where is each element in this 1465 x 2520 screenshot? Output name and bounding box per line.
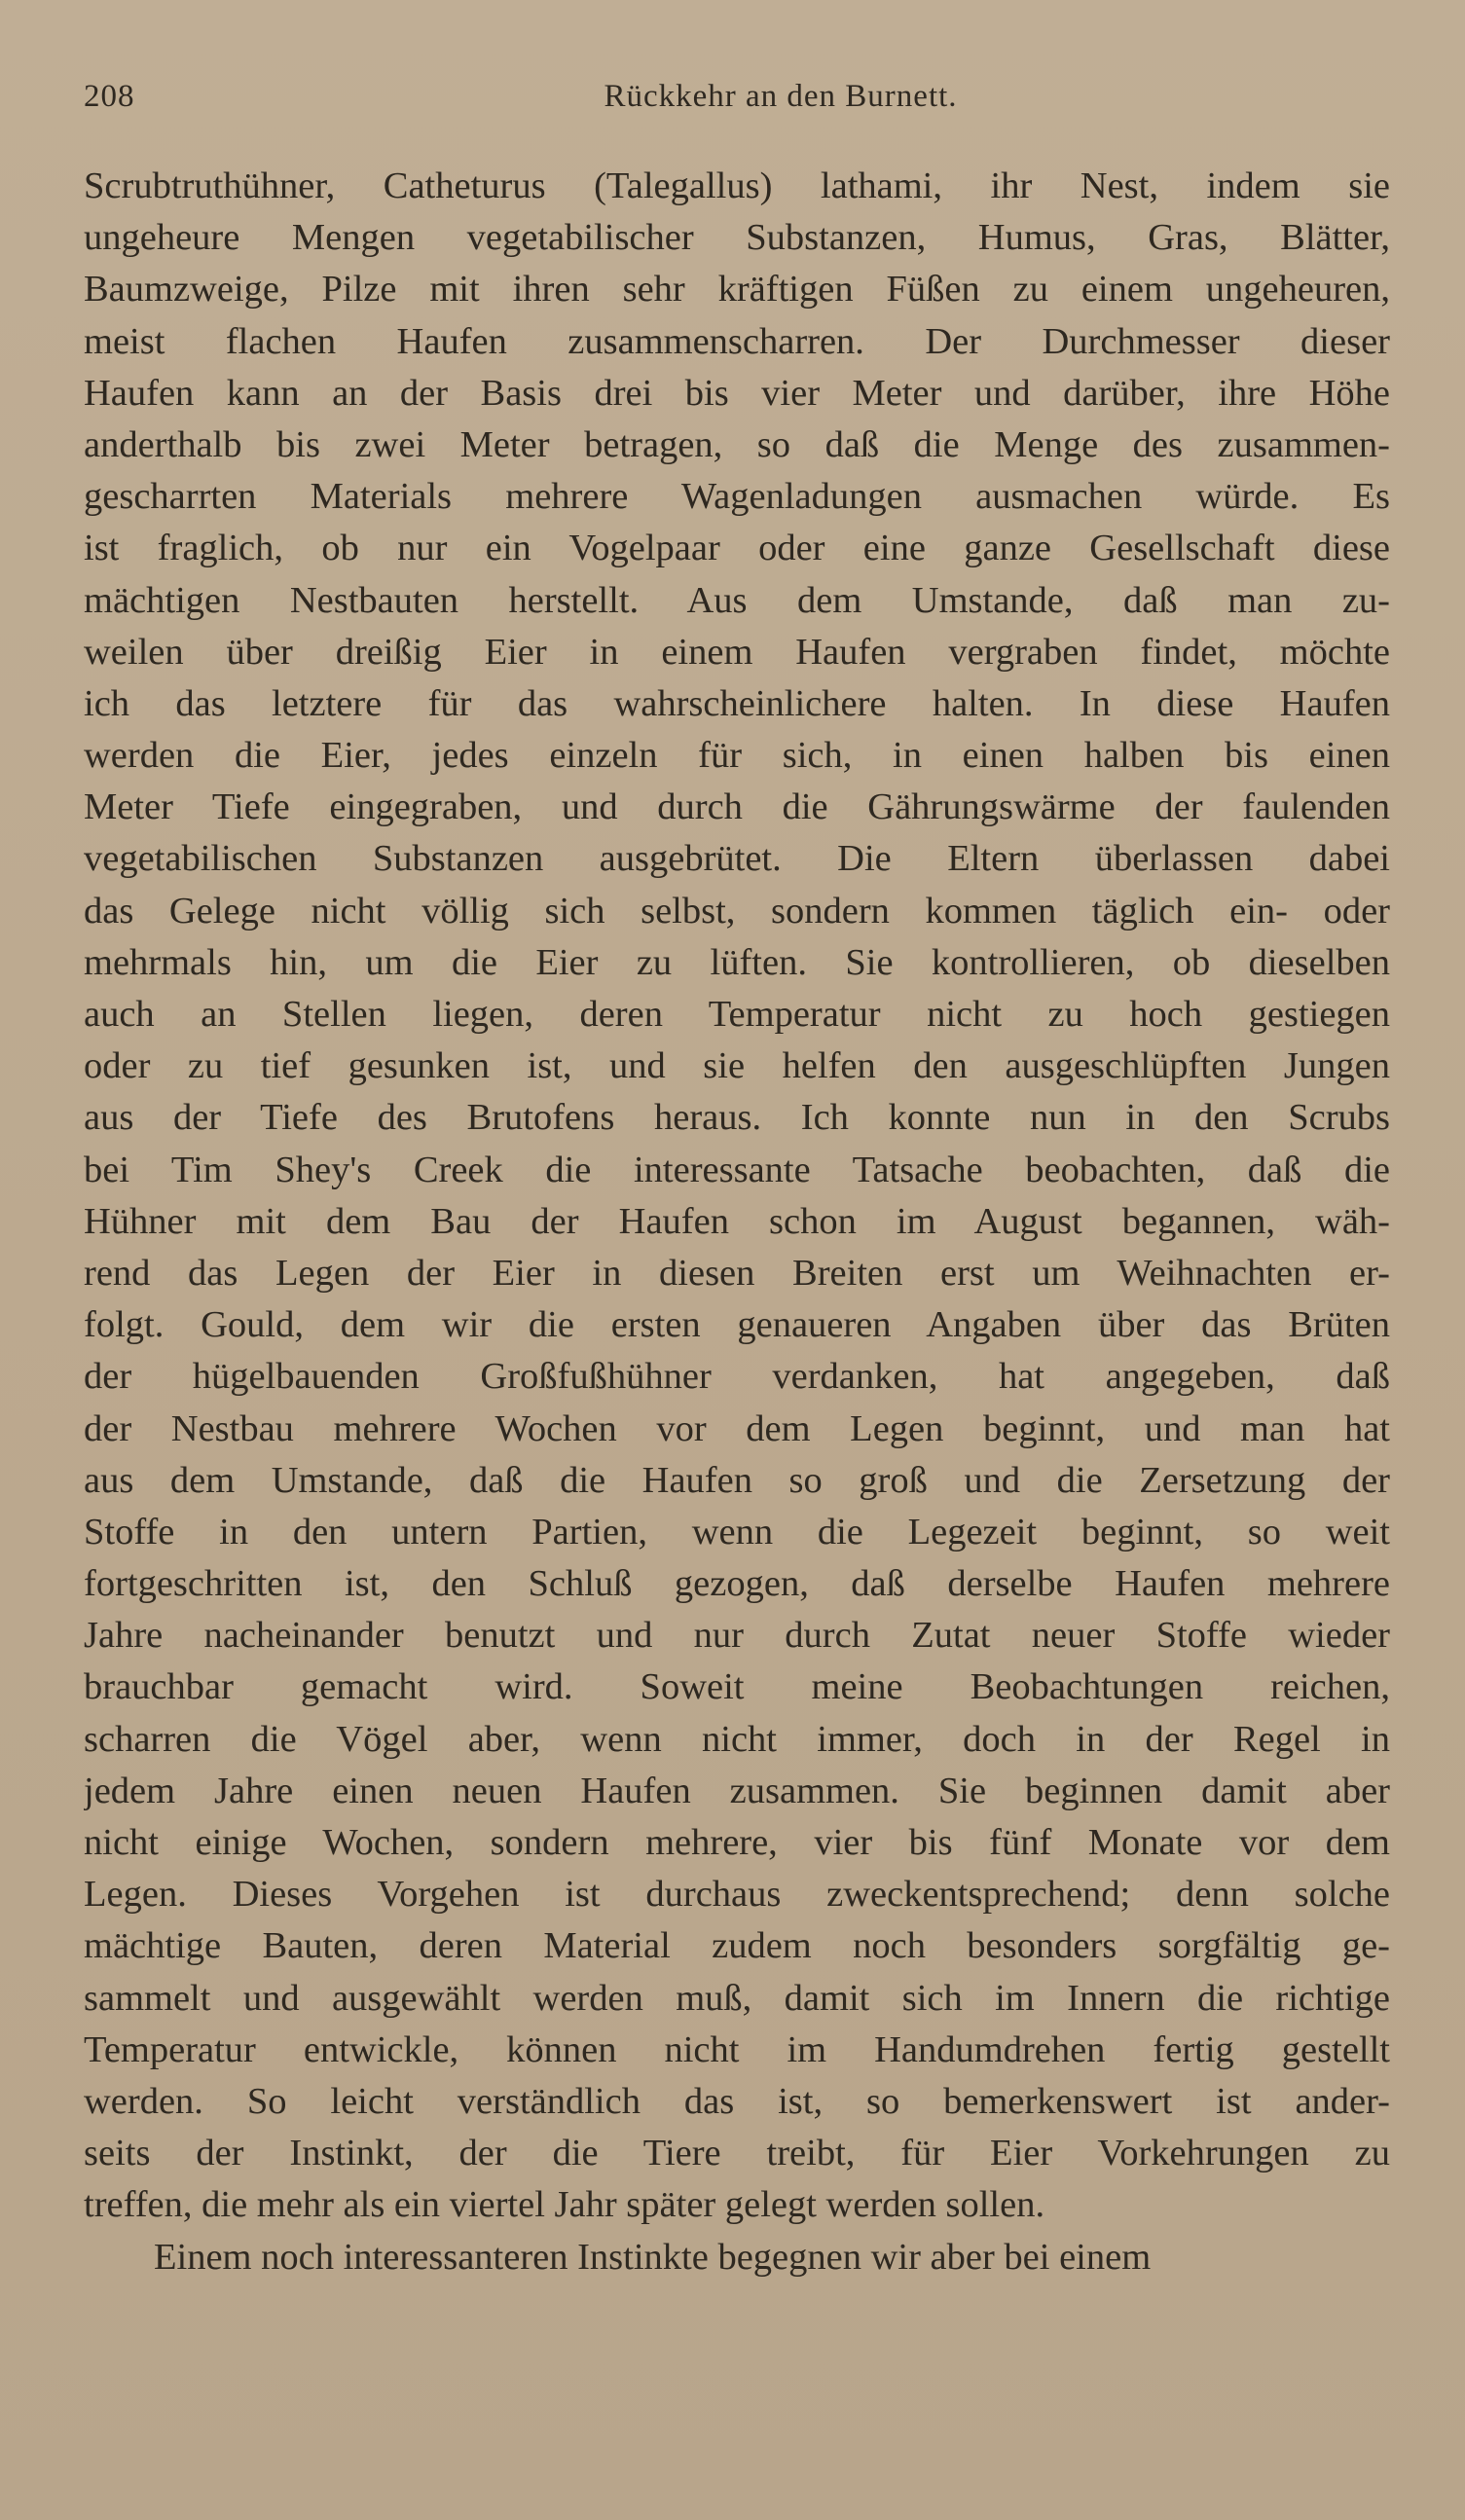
text-line: treffen, die mehr als ein viertel Jahr später gelegt werden sollen.	[84, 2184, 1045, 2226]
text-line: mehrmals hin, um die Eier zu lüften. Sie kontrollieren, ob dieselben	[84, 941, 1390, 983]
text-line: folgt. Gould, dem wir die ersten genaueren Angaben über das Brüten	[84, 1304, 1390, 1346]
text-line: Haufen kann an der Basis drei bis vier Meter und darüber, ihre Höhe	[84, 372, 1390, 414]
text-line: der hügelbauenden Großfußhühner verdanken, hat angegeben, daß	[84, 1356, 1390, 1398]
text-line: aus dem Umstande, daß die Haufen so groß und die Zersetzung der	[84, 1459, 1390, 1501]
text-line: werden die Eier, jedes einzeln für sich, in einen halben bis einen	[84, 735, 1390, 777]
text-line: gescharrten Materials mehrere Wagenladungen ausmachen würde. Es	[84, 476, 1390, 518]
text-line: Jahre nacheinander benutzt und nur durch Zutat neuer Stoffe wieder	[84, 1615, 1390, 1657]
text-line: Legen. Dieses Vorgehen ist durchaus zweckentsprechend; denn solche	[84, 1874, 1390, 1916]
text-line: Temperatur entwickle, können nicht im Handumdrehen fertig gestellt	[84, 2028, 1390, 2070]
text-line: auch an Stellen liegen, deren Temperatur nicht zu hoch gestiegen	[84, 994, 1390, 1035]
text-line: das Gelege nicht völlig sich selbst, sondern kommen täglich ein- oder	[84, 890, 1390, 931]
text-line: aus der Tiefe des Brutofens heraus. Ich konnte nun in den Scrubs	[84, 1097, 1390, 1139]
running-head	[84, 74, 1390, 119]
text-line: Baumzweige, Pilze mit ihren sehr kräftigen Füßen zu einem ungeheuren,	[84, 269, 1390, 310]
running-title: Rückkehr an den Burnett.	[604, 79, 958, 114]
text-line: nicht einige Wochen, sondern mehrere, vier bis fünf Monate vor dem	[84, 1822, 1390, 1863]
page-number: 208	[84, 79, 135, 114]
text-line: Meter Tiefe eingegraben, und durch die Gährungswärme der faulenden	[84, 786, 1390, 828]
text-line: fortgeschritten ist, den Schluß gezogen, daß derselbe Haufen mehrere	[84, 1563, 1390, 1605]
text-line: rend das Legen der Eier in diesen Breiten erst um Weihnachten er-	[84, 1252, 1390, 1294]
body-text	[84, 161, 1390, 2283]
text-line: brauchbar gemacht wird. Soweit meine Beobachtungen reichen,	[84, 1666, 1390, 1708]
text-line: anderthalb bis zwei Meter betragen, so daß die Menge des zusammen-	[84, 423, 1390, 465]
text-line: ist fraglich, ob nur ein Vogelpaar oder eine ganze Gesellschaft diese	[84, 528, 1390, 569]
text-line: sammelt und ausgewählt werden muß, damit sich im Innern die richtige	[84, 1977, 1390, 2019]
paragraph-start-line: Einem noch interessanteren Instinkte begegnen wir aber bei einem	[154, 2236, 1152, 2278]
text-line: meist flachen Haufen zusammenscharren. Der Durchmesser dieser	[84, 320, 1390, 362]
text-line: Scrubtruthühner, Catheturus (Talegallus) lathami, ihr Nest, indem sie	[84, 165, 1390, 206]
text-line: werden. So leicht verständlich das ist, so bemerkenswert ist ander-	[84, 2080, 1390, 2122]
text-line: mächtige Bauten, deren Material zudem noch besonders sorgfältig ge-	[84, 1925, 1390, 1967]
text-line: Hühner mit dem Bau der Haufen schon im August begannen, wäh-	[84, 1200, 1390, 1242]
text-line: ich das letztere für das wahrscheinlichere halten. In diese Haufen	[84, 682, 1390, 724]
text-line: seits der Instinkt, der die Tiere treibt, für Eier Vorkehrungen zu	[84, 2133, 1390, 2174]
text-line: bei Tim Shey's Creek die interessante Tatsache beobachten, daß die	[84, 1149, 1390, 1190]
text-line: ungeheure Mengen vegetabilischer Substanzen, Humus, Gras, Blätter,	[84, 217, 1390, 259]
text-line: jedem Jahre einen neuen Haufen zusammen. Sie beginnen damit aber	[84, 1770, 1390, 1811]
text-line: der Nestbau mehrere Wochen vor dem Legen beginnt, und man hat	[84, 1407, 1390, 1449]
text-line: weilen über dreißig Eier in einem Haufen vergraben findet, möchte	[84, 631, 1390, 673]
text-line: vegetabilischen Substanzen ausgebrütet. Die Eltern überlassen dabei	[84, 838, 1390, 880]
text-line: mächtigen Nestbauten herstellt. Aus dem Umstande, daß man zu-	[84, 579, 1390, 621]
text-line: Stoffe in den untern Partien, wenn die Legezeit beginnt, so weit	[84, 1511, 1390, 1552]
text-line: scharren die Vögel aber, wenn nicht immer, doch in der Regel in	[84, 1718, 1390, 1760]
text-line: oder zu tief gesunken ist, und sie helfen den ausgeschlüpften Jungen	[84, 1045, 1390, 1087]
